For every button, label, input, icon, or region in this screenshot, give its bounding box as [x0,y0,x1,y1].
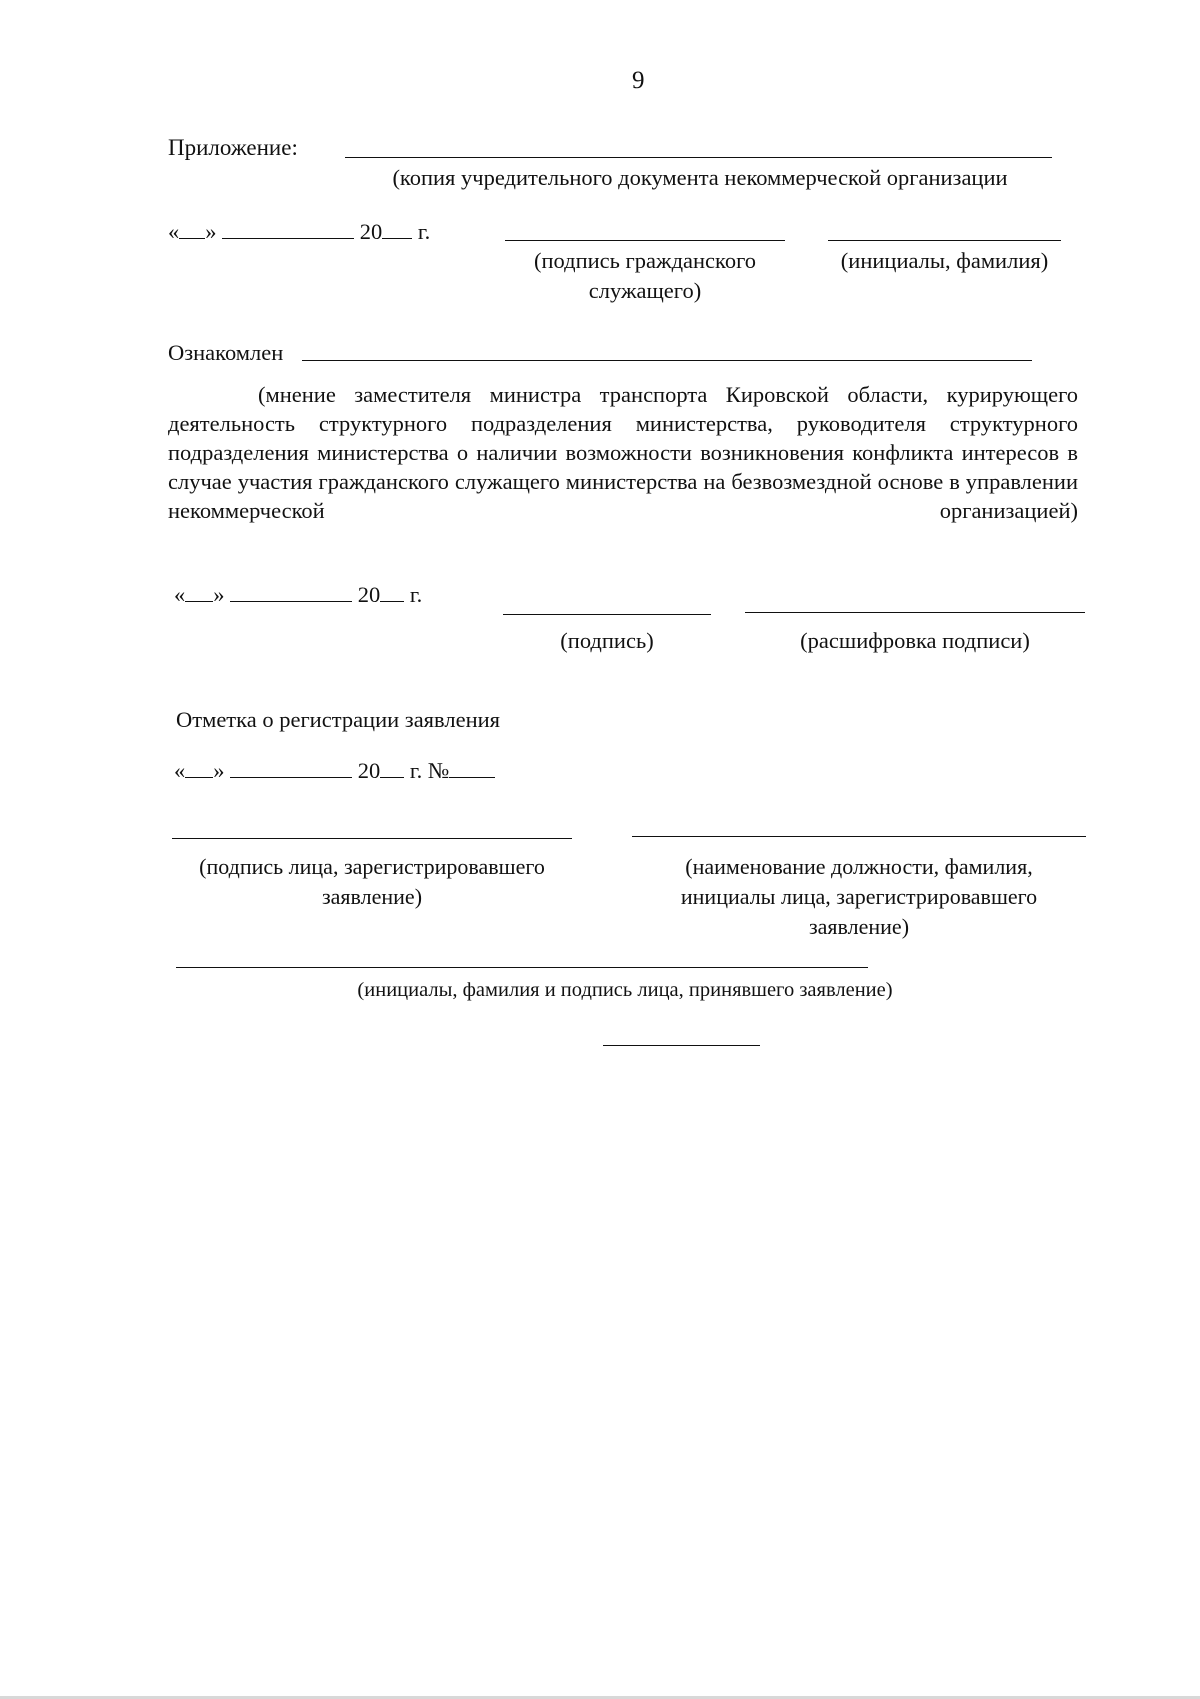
signature-caption-line2: служащего) [588,278,702,303]
registrar-position-caption [632,852,1086,942]
year-suffix: г. [417,219,431,244]
opinion-signature-line[interactable] [503,614,711,615]
year-suffix-number-sign: г. № [409,758,450,783]
attachment-label: Приложение: [168,135,298,160]
opinion-decoding-caption: (расшифровка подписи) [800,628,1030,653]
receiver-line[interactable] [176,967,868,968]
registrar-position-line[interactable] [632,836,1086,837]
acquainted-opinion-text: (мнение заместителя министра транспорта Кировской области, курирующего деятельность структурного подразделения министерства, руководителя структурного подразделения министерства о наличии возможности возникновения конфликта интересов в случае участия гражданского служащего министерства на безвозмездной основе в управлении некоммерческой организацией) [168,382,1078,523]
acquainted-label: Ознакомлен [168,340,284,365]
year-suffix: г. [409,582,423,607]
second-date-field[interactable] [174,581,422,608]
day-close-quote: » [213,582,225,607]
registration-title: Отметка о регистрации заявления [176,707,500,732]
registrar-signature-caption-line2: заявление) [321,884,423,909]
year-blank[interactable] [380,776,404,778]
civil-servant-signature-caption [505,246,785,306]
opinion-decoding-line[interactable] [745,612,1085,613]
signature-caption-line1: (подпись гражданского [534,248,756,273]
month-blank[interactable] [230,776,352,778]
registration-number-blank[interactable] [449,776,495,778]
civil-servant-signature-line[interactable] [505,240,785,241]
page-number: 9 [632,67,645,94]
month-blank[interactable] [222,237,354,239]
civil-servant-name-caption: (инициалы, фамилия) [840,248,1049,273]
acquainted-fill-line[interactable] [302,360,1032,361]
registrar-signature-caption [172,852,572,912]
year-blank[interactable] [382,237,412,239]
year-prefix: 20 [357,582,381,607]
day-blank[interactable] [185,776,213,778]
year-prefix: 20 [357,758,381,783]
day-close-quote: » [205,219,217,244]
registrar-signature-line[interactable] [172,838,572,839]
day-open-quote: « [174,582,186,607]
civil-servant-name-line[interactable] [828,240,1061,241]
day-close-quote: » [213,758,225,783]
month-blank[interactable] [230,600,352,602]
registrar-position-caption-line2: инициалы лица, зарегистрировавшего [680,884,1038,909]
day-open-quote: « [174,758,186,783]
registrar-signature-caption-line1: (подпись лица, зарегистрировавшего [199,854,545,879]
attachment-fill-line[interactable] [345,157,1052,158]
attachment-caption: (копия учредительного документа некоммерческой организации [392,165,1008,190]
first-date-field[interactable] [168,218,430,245]
registrar-position-caption-line3: заявление) [808,914,910,939]
registration-date-field[interactable] [174,757,495,784]
year-blank[interactable] [380,600,404,602]
day-blank[interactable] [185,600,213,602]
opinion-signature-caption: (подпись) [560,628,654,653]
year-prefix: 20 [359,219,383,244]
day-open-quote: « [168,219,180,244]
receiver-caption: (инициалы, фамилия и подпись лица, принявшего заявление) [357,979,893,1001]
registrar-position-caption-line1: (наименование должности, фамилия, [685,854,1033,879]
end-separator-line [603,1045,760,1046]
day-blank[interactable] [179,237,205,239]
